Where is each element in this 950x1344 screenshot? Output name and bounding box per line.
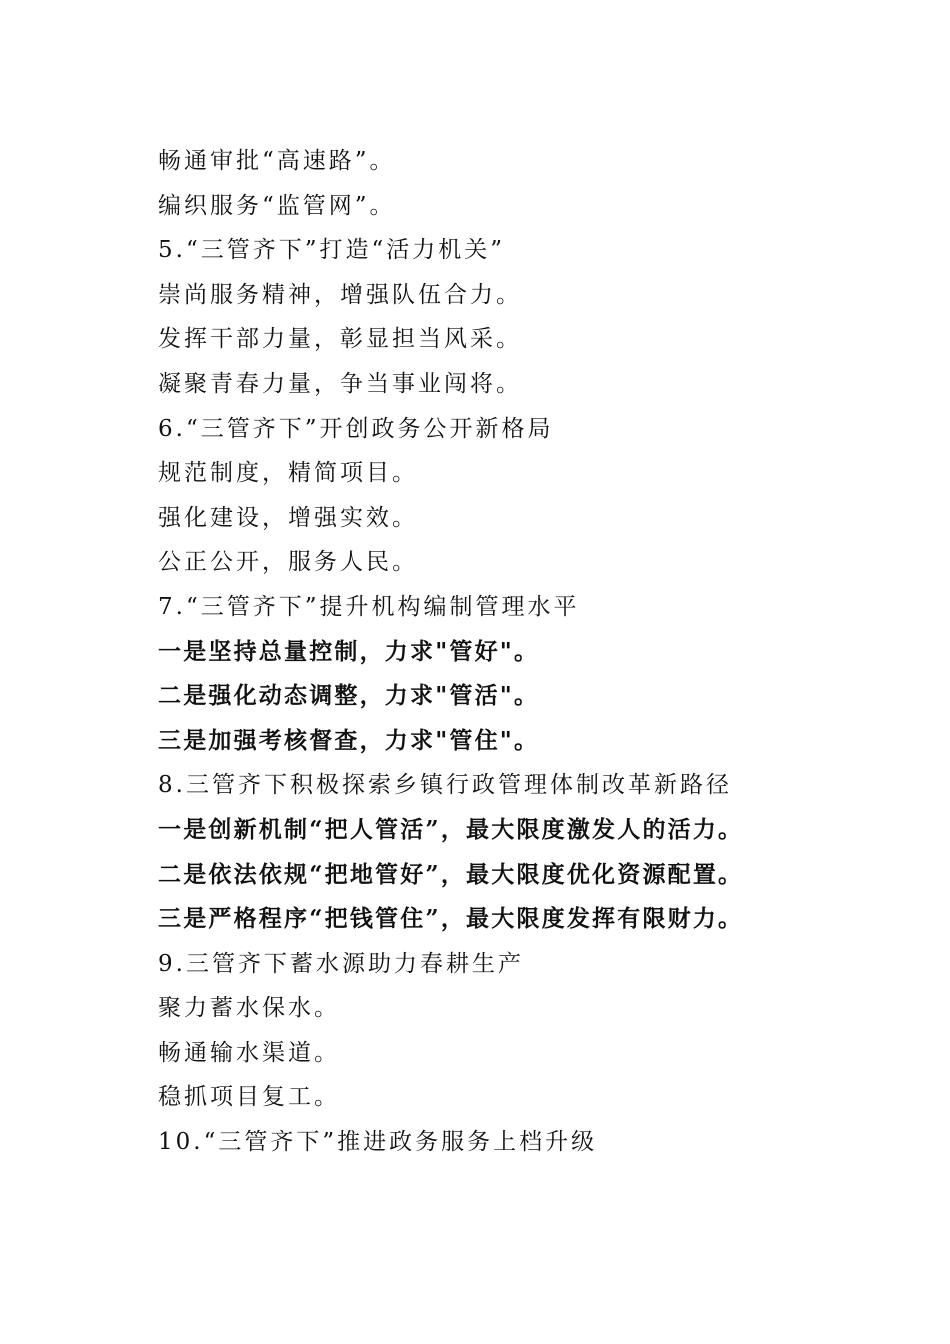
section-heading: 6.“三管齐下”开创政务公开新格局 (158, 415, 554, 442)
section-heading: 10.“三管齐下”推进政务服务上档升级 (158, 1129, 598, 1156)
text-line: 畅通审批“高速路”。 (158, 148, 396, 174)
text-line: 凝聚青春力量，争当事业闯将。 (158, 370, 522, 397)
section-heading: 9.三管齐下蓄水源助力春耕生产 (158, 950, 524, 977)
section-heading: 7.“三管齐下”提升机构编制管理水平 (158, 593, 580, 620)
text-line: 一是创新机制“把人管活”，最大限度激发人的活力。 (158, 815, 744, 843)
text-line: 公正公开，服务人民。 (158, 549, 418, 576)
text-line: 规范制度，精简项目。 (158, 460, 418, 487)
text-line: 稳抓项目复工。 (158, 1084, 340, 1111)
section-heading: 8.三管齐下积极探索乡镇行政管理体制改革新路径 (158, 772, 732, 799)
text-line: 二是强化动态调整，力求"管活"。 (158, 682, 540, 710)
text-line: 一是坚持总量控制，力求"管好"。 (158, 637, 540, 665)
text-line: 三是加强考核督查，力求"管住"。 (158, 726, 540, 754)
text-line: 聚力蓄水保水。 (158, 995, 340, 1022)
text-line: 编织服务“监管网”。 (158, 192, 396, 219)
text-line: 崇尚服务精神，增强队伍合力。 (158, 281, 522, 308)
text-line: 三是严格程序“把钱管住”，最大限度发挥有限财力。 (158, 905, 744, 933)
text-line: 强化建设，增强实效。 (158, 504, 418, 531)
text-line: 发挥干部力量，彰显担当风采。 (158, 326, 522, 353)
section-heading: 5.“三管齐下”打造“活力机关” (158, 237, 505, 264)
text-line: 二是依法依规“把地管好”，最大限度优化资源配置。 (158, 860, 744, 888)
text-line: 畅通输水渠道。 (158, 1039, 340, 1066)
document-body (158, 139, 898, 1165)
